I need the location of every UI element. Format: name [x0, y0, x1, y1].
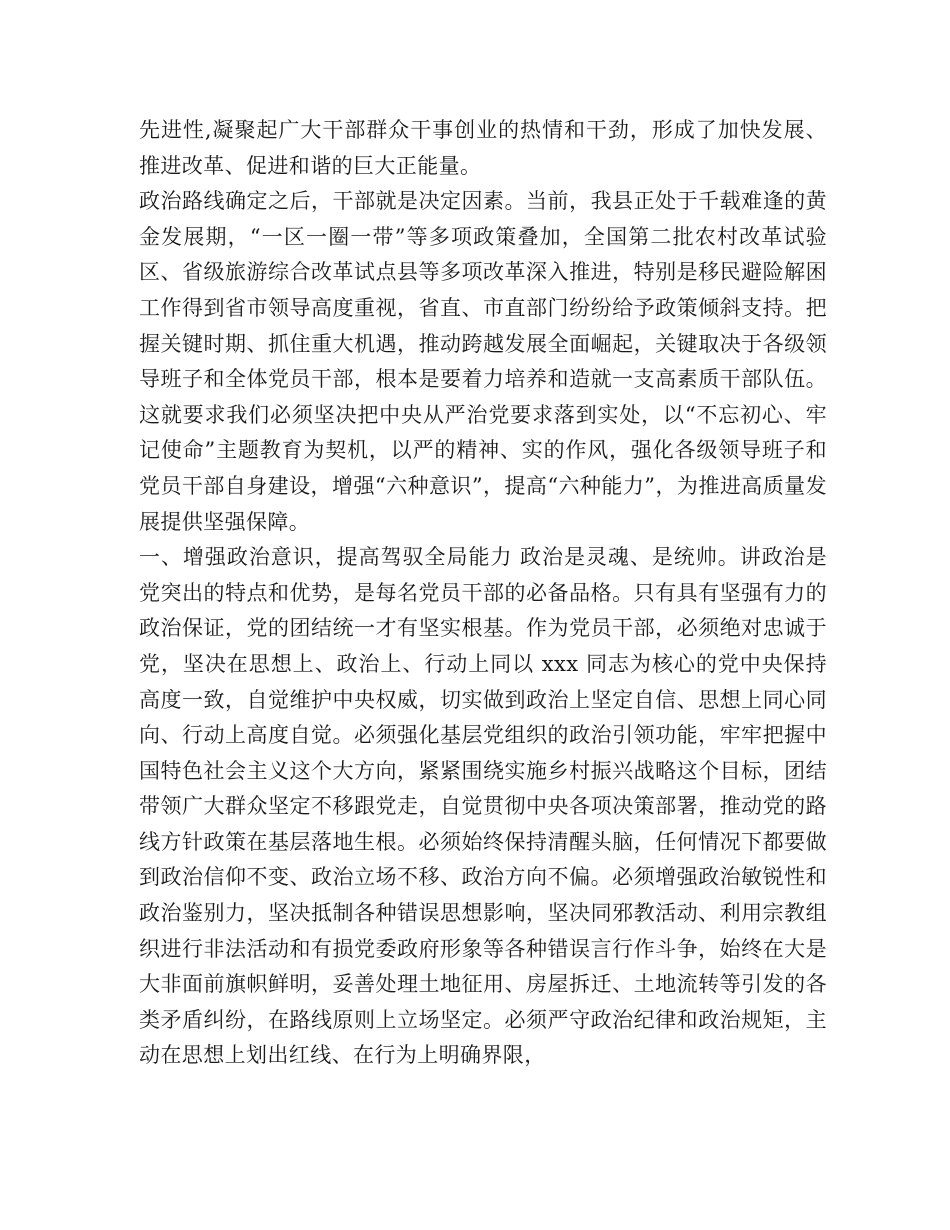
paragraph-political-awareness: 一、增强政治意识，提高驾驭全局能力 政治是灵魂、是统帅。讲政治是党突出的特点和优势，是每名党员干部的必备品格。只有具有坚强有力的政治保证，党的团结统一才有坚实根基。作为党员干部，必须绝对忠诚于党，坚决在思想上、政治上、行动上同以 xxx 同志为核心的党中央保持高度一致，自觉维护中央权威，切实做到政治上坚定自信、思想上同心同向、行动上高度自觉。必须强化基层党组织的政治引领功能，牢牢把握中国特色社会主义这个大方向，紧紧围绕实施乡村振兴战略这个目标，团结带领广大群众坚定不移跟党走，自觉贯彻中央各项决策部署，推动党的路线方针政策在基层落地生根。必须始终保持清醒头脑，任何情况下都要做到政治信仰不变、政治立场不移、政治方向不偏。必须增强政治敏锐性和政治鉴别力，坚决抵制各种错误思想影响，坚决同邪教活动、利用宗教组织进行非法活动和有损党委政府形象等各种错误言行作斗争，始终在大是大非面前旗帜鲜明，妥善处理土地征用、房屋拆迁、土地流转等引发的各类矛盾纠纷，在路线原则上立场坚定。必须严守政治纪律和政治规矩，主动在思想上划出红线、在行为上明确界限， — [139, 545, 827, 1068]
paragraph-cadre-factor: 政治路线确定之后，干部就是决定因素。当前，我县正处于千载难逢的黄金发展期，“一区一圈一带”等多项政策叠加，全国第二批农村改革试验区、省级旅游综合改革试点县等多项改革深入推进，特别是移民避险解困工作得到省市领导高度重视，省直、市直部门纷纷给予政策倾斜支持。把握关键时期、抓住重大机遇，推动跨越发展全面崛起，关键取决于各级领导班子和全体党员干部，根本是要着力培养和造就一支高素质干部队伍。这就要求我们必须坚决把中央从严治党要求落到实处，以“不忘初心、牢记使命”主题教育为契机，以严的精神、实的作风，强化各级领导班子和党员干部自身建设，增强“六种意识”，提高“六种能力”，为推进高质量发展提供坚强保障。 — [139, 189, 827, 534]
paragraph-continuation: 先进性,凝聚起广大干部群众干事创业的热情和干劲，形成了加快发展、推进改革、促进和谐的巨大正能量。 — [139, 118, 827, 178]
document-body — [139, 113, 827, 1074]
